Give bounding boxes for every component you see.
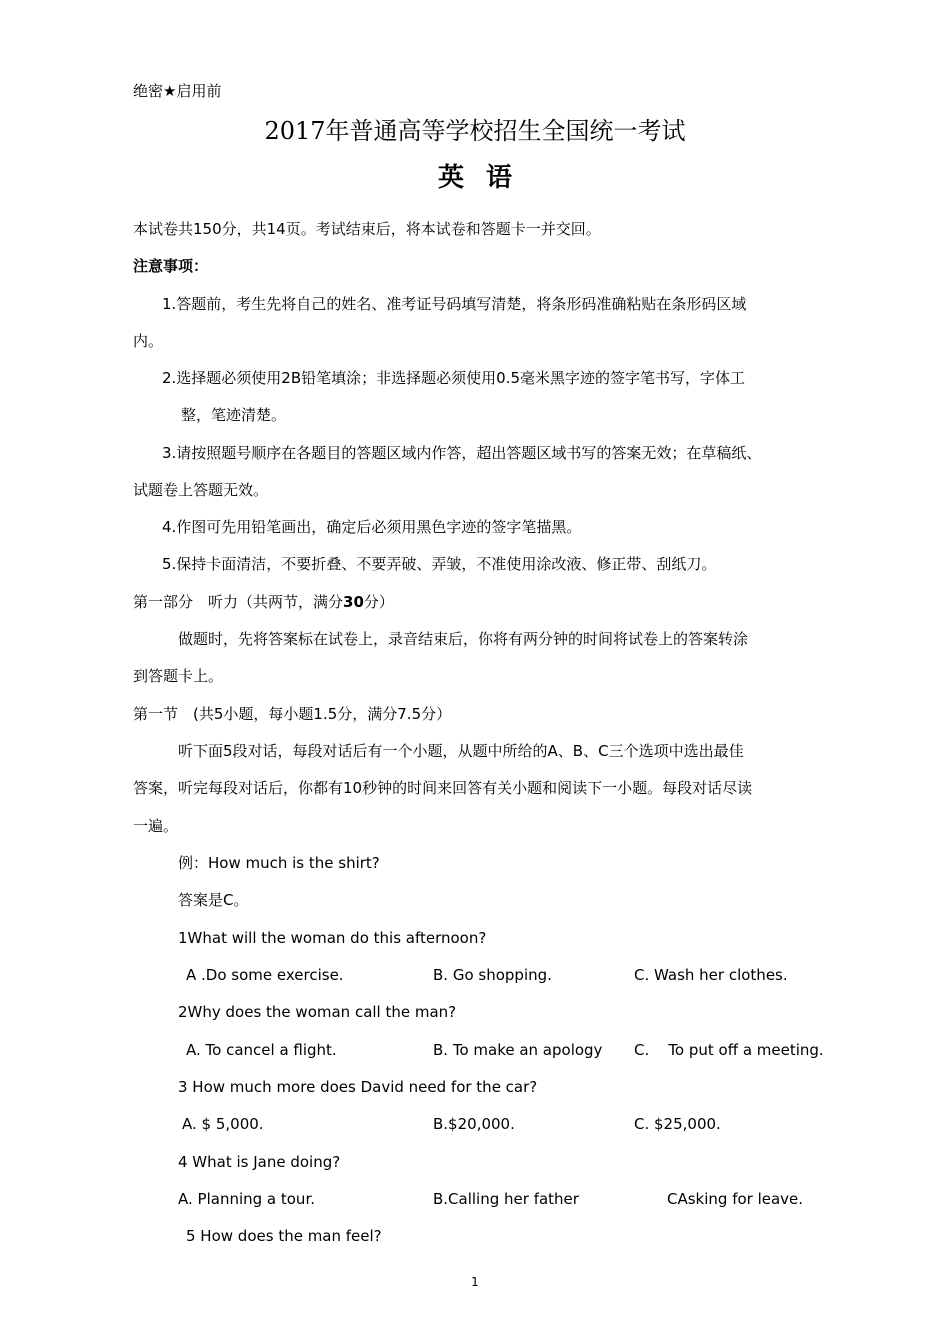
section1-heading: 第一节 (共5小题，每小题1.5分，满分7.5分） bbox=[133, 705, 452, 723]
question-4-option-a: A. Planning a tour. bbox=[178, 1190, 315, 1208]
question-4: 4 What is Jane doing? bbox=[178, 1153, 341, 1171]
question-2: 2Why does the woman call the man? bbox=[178, 1003, 457, 1021]
part1-instructions-cont: 到答题卡上。 bbox=[133, 667, 224, 685]
question-1-option-a: A .Do some exercise. bbox=[186, 966, 344, 984]
exam-title: 2017年普通高等学校招生全国统一考试 bbox=[264, 117, 686, 145]
part1-heading-prefix: 第一部分 听力（共两节，满分 bbox=[133, 593, 344, 611]
question-3: 3 How much more does David need for the car? bbox=[178, 1078, 538, 1096]
notice-item-1: 1.答题前，考生先将自己的姓名、准考证号码填写清楚，将条形码准确粘贴在条形码区域 bbox=[162, 295, 747, 313]
notice-item-1-cont: 内。 bbox=[133, 332, 164, 350]
part1-heading bbox=[133, 592, 394, 612]
notice-item-3-cont: 试题卷上答题无效。 bbox=[133, 481, 269, 499]
notice-item-2-cont: 整，笔迹清楚。 bbox=[181, 406, 287, 424]
notice-item-3: 3.请按照题号顺序在各题目的答题区域内作答，超出答题区域书写的答案无效；在草稿纸、 bbox=[162, 444, 762, 462]
section1-instructions-cont: 答案，听完每段对话后，你都有10秒钟的时间来回答有关小题和阅读下一小题。每段对话尽读 bbox=[133, 779, 753, 797]
part1-instructions: 做题时，先将答案标在试卷上，录音结束后，你将有两分钟的时间将试卷上的答案转涂 bbox=[178, 630, 749, 648]
question-2-option-c: C. To put off a meeting. bbox=[634, 1041, 824, 1059]
notice-item-4: 4.作图可先用铅笔画出，确定后必须用黑色字迹的签字笔描黑。 bbox=[162, 518, 582, 536]
page-number: 1 bbox=[471, 1275, 479, 1289]
example-answer: 答案是C。 bbox=[178, 891, 249, 909]
question-3-option-b: B.$20,000. bbox=[433, 1115, 515, 1133]
part1-heading-score: 30 bbox=[343, 593, 364, 611]
section1-instructions: 听下面5段对话，每段对话后有一个小题，从题中所给的A、B、C三个选项中选出最佳 bbox=[178, 742, 744, 760]
question-4-option-c: CAsking for leave. bbox=[667, 1190, 804, 1208]
notice-heading: 注意事项： bbox=[133, 257, 209, 275]
question-2-option-a: A. To cancel a flight. bbox=[186, 1041, 337, 1059]
question-3-option-a: A. $ 5,000. bbox=[182, 1115, 264, 1133]
question-1-option-b: B. Go shopping. bbox=[433, 966, 552, 984]
section1-instructions-end: 一遍。 bbox=[133, 817, 179, 835]
notice-item-2: 2.选择题必须使用2B铅笔填涂；非选择题必须使用0.5毫米黑字迹的签字笔书写，字体工 bbox=[162, 369, 746, 387]
question-1: 1What will the woman do this afternoon? bbox=[178, 929, 487, 947]
exam-subject: 英语 bbox=[437, 163, 534, 193]
confidential-label: 绝密★启用前 bbox=[133, 82, 222, 100]
example-question: 例：How much is the shirt? bbox=[178, 854, 380, 872]
part1-heading-suffix: 分） bbox=[363, 593, 394, 611]
question-2-option-b: B. To make an apology bbox=[433, 1041, 603, 1059]
question-4-option-b: B.Calling her father bbox=[433, 1190, 579, 1208]
question-3-option-c: C. $25,000. bbox=[634, 1115, 721, 1133]
question-5: 5 How does the man feel? bbox=[186, 1227, 382, 1245]
notice-item-5: 5.保持卡面清洁，不要折叠、不要弄破、弄皱，不准使用涂改液、修正带、刮纸刀。 bbox=[162, 555, 717, 573]
intro-text: 本试卷共150分，共14页。考试结束后，将本试卷和答题卡一并交回。 bbox=[133, 220, 601, 238]
question-1-option-c: C. Wash her clothes. bbox=[634, 966, 788, 984]
